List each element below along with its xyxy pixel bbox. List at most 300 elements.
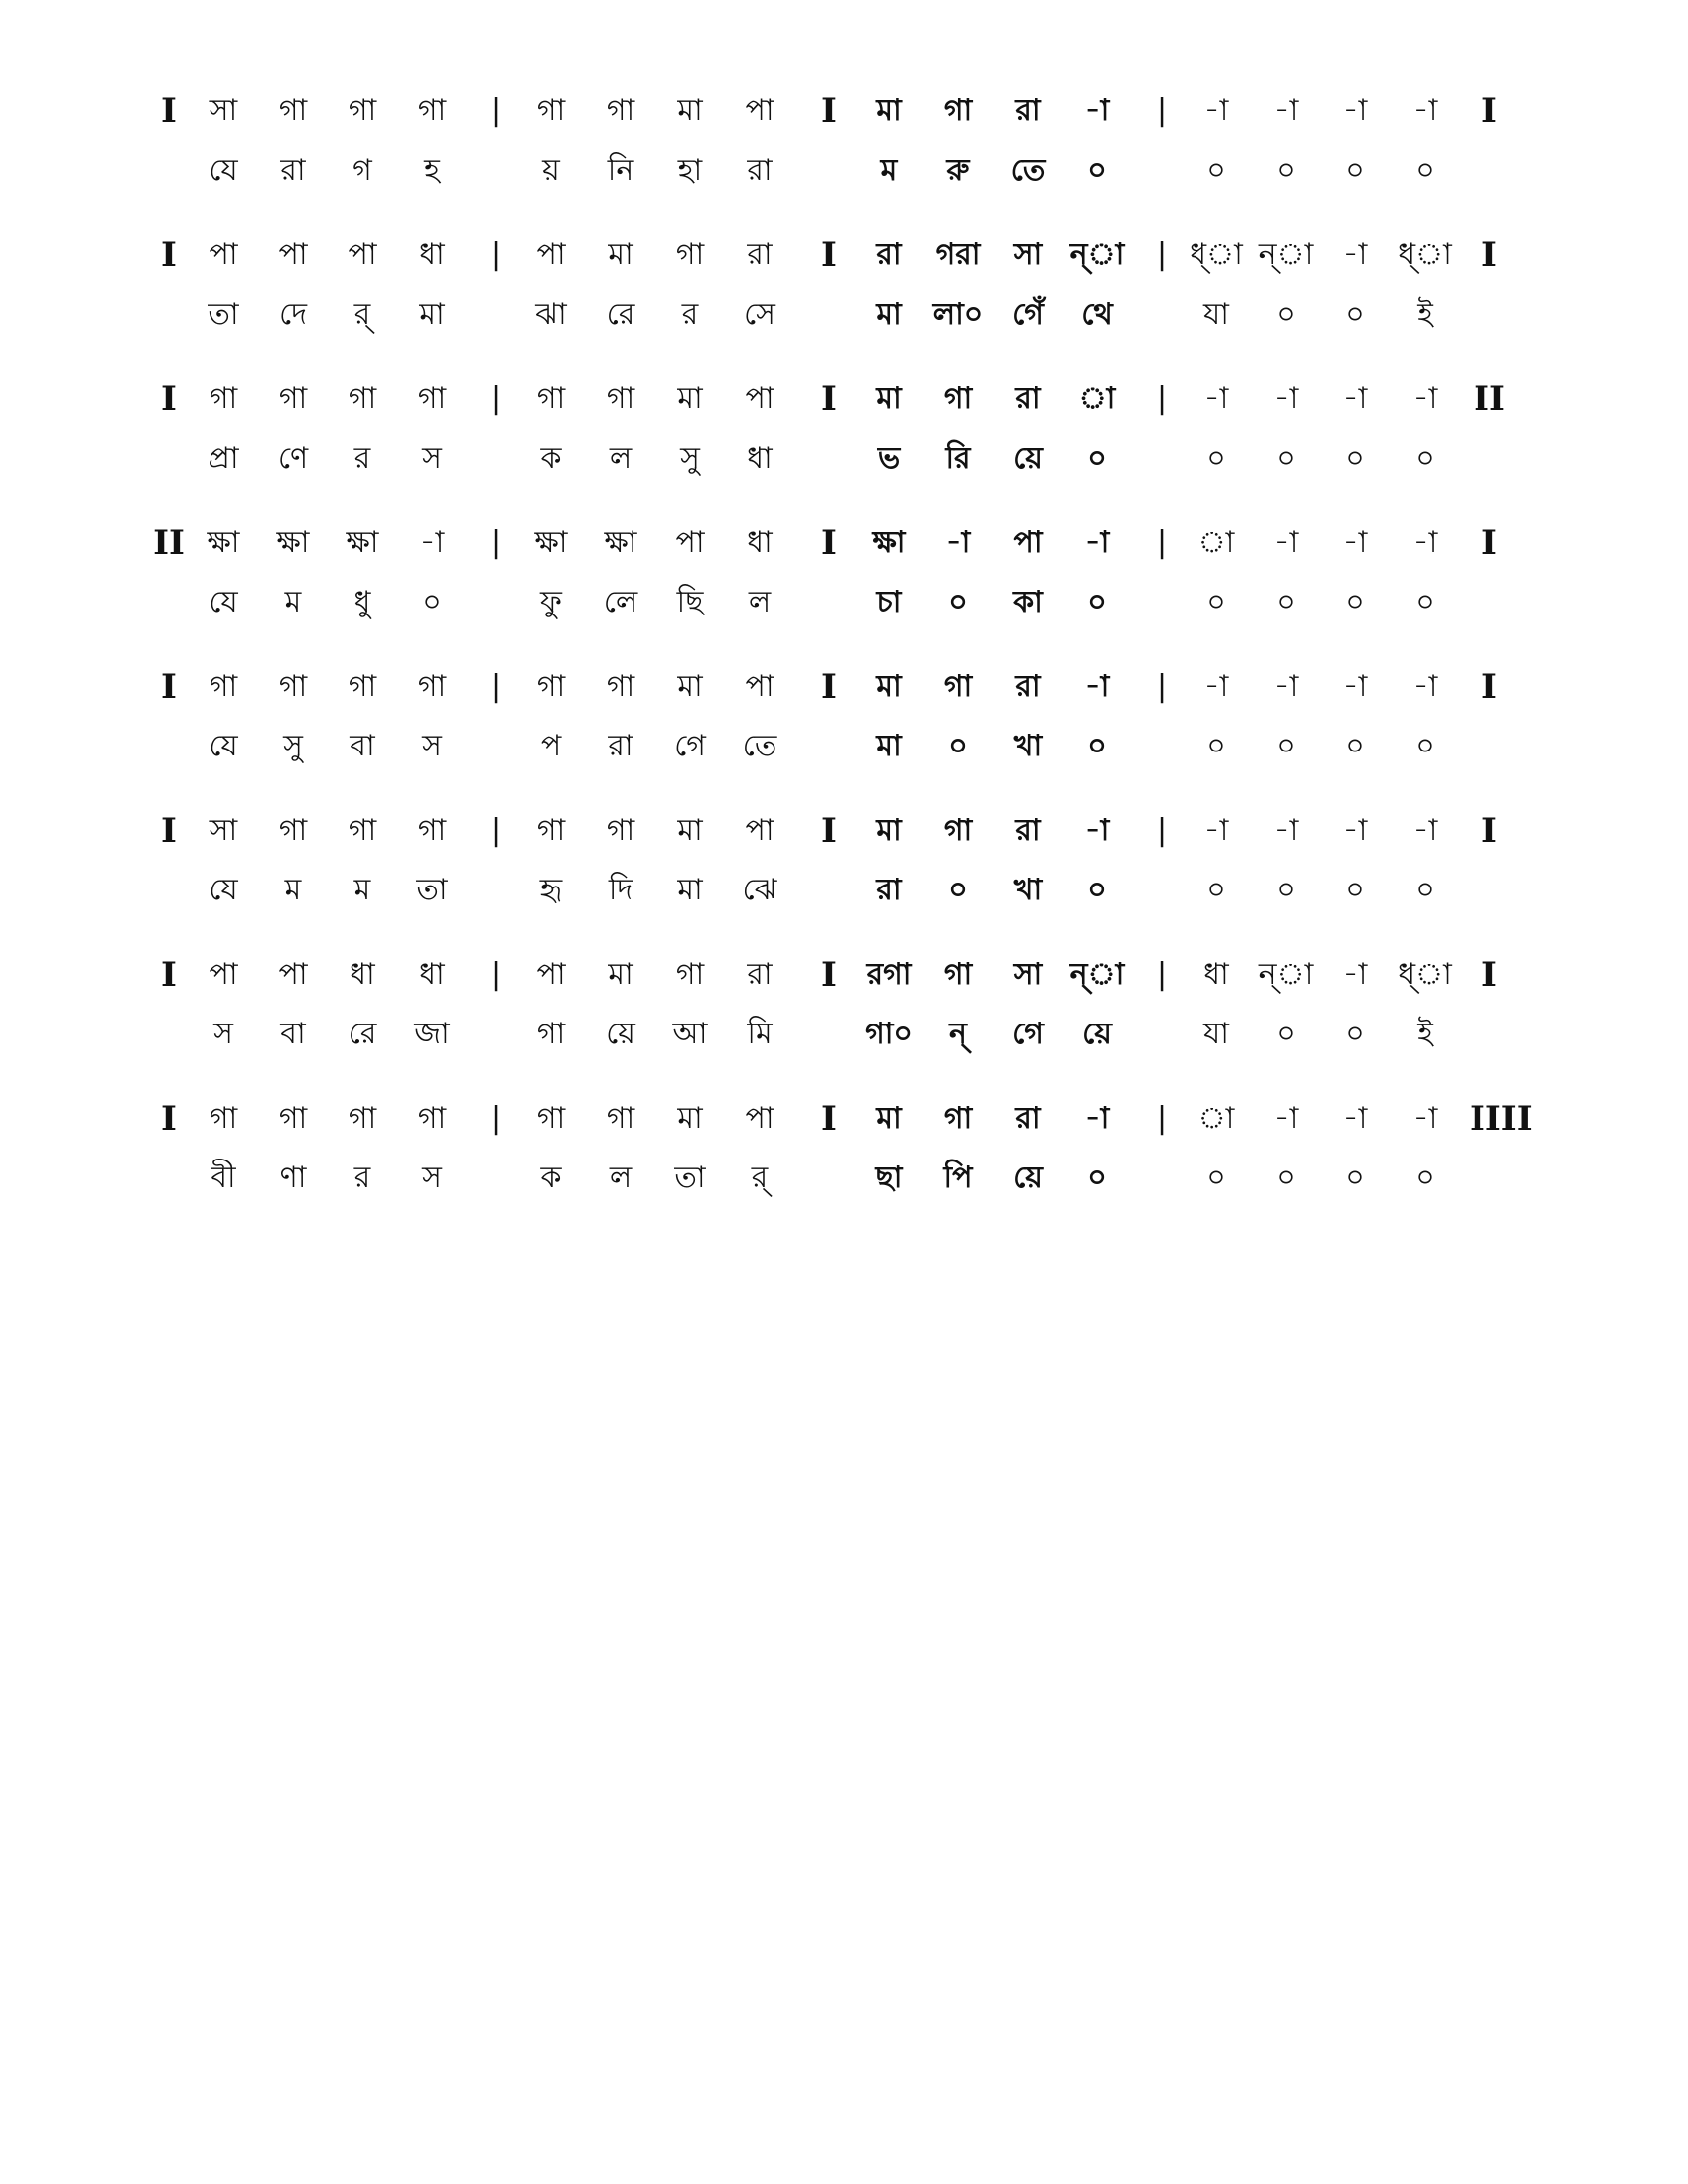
lyric-syllable: যে: [209, 873, 238, 907]
lyric-syllable: য়ে: [1013, 441, 1043, 476]
lyric-syllable: ফু: [540, 585, 562, 619]
bar-line: |: [1156, 669, 1168, 704]
note-cell: -া: [1273, 525, 1299, 560]
bar-line: I: [1481, 91, 1497, 131]
lyric-syllable: ন্: [949, 1017, 967, 1051]
lyric-syllable: যে: [209, 585, 238, 619]
note-cell: গা: [675, 237, 705, 272]
lyric-syllable: বা: [350, 729, 375, 763]
note-cell: -া: [1273, 669, 1299, 704]
note-cell: গা: [536, 813, 566, 848]
lyric-syllable: গেঁ: [1012, 297, 1044, 332]
bar-line: I: [821, 811, 837, 851]
bar-line: |: [491, 93, 502, 128]
note-cell: -া: [1342, 93, 1368, 128]
note-cell: -া: [1412, 1101, 1438, 1136]
lyric-syllable: ০: [1276, 585, 1296, 619]
lyric-syllable: ০: [1276, 873, 1296, 907]
lyric-syllable: ০: [1345, 153, 1365, 188]
lyric-syllable: ০: [1206, 729, 1226, 763]
note-cell: ধা: [350, 957, 375, 992]
note-cell: রগা: [866, 957, 912, 992]
lyric-syllable: র্: [751, 1160, 769, 1195]
lyric-syllable: গা০: [865, 1017, 913, 1051]
lyric-syllable: ০: [1087, 729, 1107, 763]
note-cell: পা: [745, 1101, 774, 1136]
note-cell: গা: [348, 1101, 377, 1136]
lyrics-row: [149, 149, 1539, 201]
lyric-syllable: যে: [209, 729, 238, 763]
bar-line: I: [821, 955, 837, 995]
note-cell: পা: [278, 957, 308, 992]
lyric-syllable: তা: [208, 297, 239, 332]
lyric-syllable: ০: [1415, 873, 1435, 907]
note-cell: ধা: [419, 957, 445, 992]
lyric-syllable: ছা: [875, 1160, 903, 1195]
note-cell: গা: [943, 813, 973, 848]
bar-line: IIII: [1470, 1099, 1533, 1139]
lyric-syllable: দে: [279, 297, 307, 332]
lyric-syllable: ০: [1087, 153, 1107, 188]
bar-line: I: [161, 955, 177, 995]
note-cell: রা: [747, 237, 773, 272]
notation-line: [149, 233, 1539, 372]
note-cell: গা: [348, 813, 377, 848]
note-cell: পা: [209, 237, 238, 272]
lyric-syllable: নি: [607, 153, 634, 188]
lyric-syllable: ক: [540, 441, 562, 476]
note-cell: গা: [417, 1101, 447, 1136]
swaralipi-notes-row: [149, 377, 1539, 429]
lyric-syllable: ল: [609, 1160, 633, 1195]
note-cell: ধা: [747, 525, 773, 560]
lyric-syllable: ০: [1415, 441, 1435, 476]
lyric-syllable: ০: [1276, 1017, 1296, 1051]
lyric-syllable: ম: [284, 873, 302, 907]
note-cell: -া: [1342, 957, 1368, 992]
note-cell: ধ্া: [1190, 237, 1243, 272]
note-cell: -া: [1203, 813, 1229, 848]
note-cell: ধ্া: [1398, 237, 1452, 272]
lyric-syllable: মা: [876, 297, 902, 332]
note-cell: -া: [1342, 381, 1368, 416]
note-cell: পা: [536, 237, 566, 272]
lyric-syllable: থে: [1081, 297, 1113, 332]
bar-line: I: [1481, 955, 1497, 995]
note-cell: ক্ষা: [604, 525, 637, 560]
note-cell: মা: [876, 669, 902, 704]
note-cell: গা: [675, 957, 705, 992]
note-cell: ধা: [419, 237, 445, 272]
note-cell: গা: [278, 813, 308, 848]
bar-line: I: [161, 1099, 177, 1139]
note-cell: গা: [536, 93, 566, 128]
lyric-syllable: র: [353, 441, 371, 476]
bar-line: |: [491, 957, 502, 992]
lyric-syllable: ণে: [277, 441, 309, 476]
note-cell: মা: [677, 813, 703, 848]
note-cell: -া: [1342, 237, 1368, 272]
lyric-syllable: ০: [1087, 585, 1107, 619]
note-cell: পা: [745, 381, 774, 416]
note-cell: -া: [1342, 525, 1368, 560]
lyric-syllable: চা: [876, 585, 902, 619]
lyric-syllable: ভ: [877, 441, 901, 476]
lyric-syllable: ল: [609, 441, 633, 476]
note-cell: গা: [536, 381, 566, 416]
lyric-syllable: জা: [414, 1017, 450, 1051]
bar-line: I: [161, 667, 177, 707]
note-cell: -া: [1203, 669, 1229, 704]
note-cell: রা: [1015, 813, 1041, 848]
note-cell: পা: [278, 237, 308, 272]
lyric-syllable: কা: [1013, 585, 1043, 619]
lyric-syllable: ০: [1087, 1160, 1107, 1195]
lyric-syllable: ছি: [676, 585, 704, 619]
bar-line: I: [1481, 811, 1497, 851]
lyric-syllable: ০: [1206, 873, 1226, 907]
note-cell: মা: [876, 813, 902, 848]
bar-line: I: [1481, 523, 1497, 563]
note-cell: -া: [1084, 1101, 1110, 1136]
lyric-syllable: ০: [1345, 1160, 1365, 1195]
bar-line: |: [491, 381, 502, 416]
lyric-syllable: তে: [742, 729, 777, 763]
lyric-syllable: লা০: [932, 297, 984, 332]
lyric-syllable: হ: [424, 153, 440, 188]
lyrics-row: [149, 869, 1539, 920]
lyric-syllable: ০: [1206, 153, 1226, 188]
lyric-syllable: রি: [945, 441, 971, 476]
lyric-syllable: মা: [419, 297, 445, 332]
lyric-syllable: ০: [1087, 873, 1107, 907]
lyric-syllable: র্: [353, 297, 371, 332]
note-cell: পা: [348, 237, 377, 272]
lyric-syllable: ০: [1415, 1160, 1435, 1195]
lyric-syllable: ০: [948, 873, 968, 907]
note-cell: গা: [606, 93, 635, 128]
lyric-syllable: হৃ: [539, 873, 563, 907]
note-cell: ক্ষা: [534, 525, 568, 560]
note-cell: গা: [209, 381, 238, 416]
lyric-syllable: তা: [416, 873, 448, 907]
note-cell: -া: [1273, 1101, 1299, 1136]
note-cell: পা: [536, 957, 566, 992]
swaralipi-notes-row: [149, 233, 1539, 285]
note-cell: -া: [1412, 381, 1438, 416]
lyrics-row: [149, 581, 1539, 632]
lyric-syllable: য়ে: [1013, 1160, 1043, 1195]
lyric-syllable: র: [681, 297, 699, 332]
lyric-syllable: পি: [943, 1160, 973, 1195]
lyric-syllable: যে: [209, 153, 238, 188]
lyric-syllable: য়ে: [606, 1017, 635, 1051]
note-cell: মা: [677, 381, 703, 416]
bar-line: |: [1156, 93, 1168, 128]
note-cell: া: [1197, 525, 1235, 560]
note-cell: ক্ষা: [276, 525, 310, 560]
note-cell: মা: [876, 93, 902, 128]
note-cell: গা: [348, 381, 377, 416]
lyric-syllable: গা: [536, 1017, 566, 1051]
note-cell: পা: [745, 669, 774, 704]
note-cell: গা: [606, 381, 635, 416]
lyric-syllable: স: [422, 729, 442, 763]
note-cell: ক্ষা: [346, 525, 379, 560]
note-cell: মা: [876, 381, 902, 416]
lyric-syllable: ঝে: [742, 873, 777, 907]
bar-line: I: [821, 91, 837, 131]
bar-line: |: [1156, 813, 1168, 848]
lyric-syllable: স: [213, 1017, 233, 1051]
lyric-syllable: সু: [283, 729, 303, 763]
lyric-syllable: ঝা: [535, 297, 567, 332]
lyric-syllable: যা: [1203, 1017, 1229, 1051]
lyric-syllable: খা: [1013, 873, 1043, 907]
note-cell: গা: [606, 669, 635, 704]
lyric-syllable: খা: [1013, 729, 1043, 763]
swaralipi-notes-row: [149, 809, 1539, 861]
lyric-syllable: ০: [1276, 297, 1296, 332]
notation-line: [149, 809, 1539, 948]
note-cell: গা: [536, 669, 566, 704]
lyric-syllable: তা: [674, 1160, 706, 1195]
lyric-syllable: ধা: [747, 441, 773, 476]
note-cell: গা: [943, 381, 973, 416]
lyric-syllable: ই: [1417, 297, 1433, 332]
bar-line: |: [491, 1101, 502, 1136]
lyric-syllable: ম: [880, 153, 898, 188]
lyric-syllable: য়ে: [1082, 1017, 1112, 1051]
note-cell: -া: [1412, 525, 1438, 560]
lyric-syllable: রা: [747, 153, 773, 188]
bar-line: I: [161, 235, 177, 275]
lyric-syllable: গে: [1012, 1017, 1044, 1051]
lyrics-row: [149, 437, 1539, 488]
note-cell: গা: [417, 93, 447, 128]
note-cell: রা: [747, 957, 773, 992]
lyric-syllable: ম: [353, 873, 371, 907]
note-cell: পা: [745, 813, 774, 848]
swaralipi-notes-row: [149, 521, 1539, 573]
lyric-syllable: মা: [876, 729, 902, 763]
note-cell: গা: [536, 1101, 566, 1136]
lyric-syllable: ধু: [353, 585, 371, 619]
swaralipi-notes-row: [149, 953, 1539, 1005]
note-cell: রা: [1015, 381, 1041, 416]
lyric-syllable: প: [540, 729, 562, 763]
note-cell: সা: [209, 93, 238, 128]
lyric-syllable: ০: [1345, 729, 1365, 763]
bar-line: I: [821, 235, 837, 275]
lyric-syllable: ম: [284, 585, 302, 619]
lyric-syllable: ০: [1345, 297, 1365, 332]
lyric-syllable: মি: [747, 1017, 773, 1051]
lyric-syllable: রে: [606, 297, 635, 332]
lyric-syllable: য়: [542, 153, 560, 188]
lyric-syllable: ০: [1345, 585, 1365, 619]
lyric-syllable: রা: [280, 153, 306, 188]
notation-line: [149, 377, 1539, 516]
note-cell: গা: [209, 1101, 238, 1136]
note-cell: গা: [606, 1101, 635, 1136]
note-cell: -া: [945, 525, 971, 560]
bar-line: I: [1481, 235, 1497, 275]
lyric-syllable: বী: [211, 1160, 236, 1195]
lyric-syllable: ০: [1345, 441, 1365, 476]
bar-line: II: [1474, 379, 1505, 419]
note-cell: গা: [943, 1101, 973, 1136]
lyrics-row: [149, 725, 1539, 776]
note-cell: -া: [1084, 525, 1110, 560]
lyric-syllable: রা: [876, 873, 902, 907]
note-cell: মা: [876, 1101, 902, 1136]
note-cell: পা: [675, 525, 705, 560]
note-cell: রা: [1015, 669, 1041, 704]
lyric-syllable: ০: [1206, 585, 1226, 619]
bar-line: I: [161, 811, 177, 851]
lyric-syllable: মা: [677, 873, 703, 907]
lyric-syllable: ০: [1276, 1160, 1296, 1195]
note-cell: ক্ষা: [872, 525, 906, 560]
note-cell: গা: [278, 669, 308, 704]
lyric-syllable: লে: [603, 585, 638, 619]
bar-line: |: [1156, 237, 1168, 272]
bar-line: |: [1156, 957, 1168, 992]
lyric-syllable: আ: [672, 1017, 708, 1051]
bar-line: I: [821, 379, 837, 419]
note-cell: মা: [677, 669, 703, 704]
lyric-syllable: ০: [1345, 873, 1365, 907]
bar-line: |: [491, 813, 502, 848]
note-cell: -া: [1203, 93, 1229, 128]
lyric-syllable: ০: [1276, 441, 1296, 476]
note-cell: -া: [1084, 93, 1110, 128]
bar-line: I: [161, 91, 177, 131]
lyric-syllable: ০: [422, 585, 442, 619]
note-cell: -া: [1342, 1101, 1368, 1136]
note-cell: -া: [1203, 381, 1229, 416]
lyric-syllable: সে: [744, 297, 775, 332]
note-cell: -া: [1412, 669, 1438, 704]
note-cell: গা: [209, 669, 238, 704]
bar-line: I: [821, 1099, 837, 1139]
lyrics-row: [149, 1157, 1539, 1208]
note-cell: গা: [348, 669, 377, 704]
note-cell: সা: [1013, 957, 1043, 992]
bar-line: I: [161, 379, 177, 419]
lyric-syllable: ণা: [279, 1160, 307, 1195]
note-cell: া: [1078, 381, 1116, 416]
note-cell: ধ্া: [1398, 957, 1452, 992]
bar-line: I: [821, 667, 837, 707]
lyric-syllable: প্রা: [208, 441, 239, 476]
lyric-syllable: ০: [948, 729, 968, 763]
note-cell: গা: [417, 381, 447, 416]
note-cell: ন্া: [1069, 237, 1125, 272]
note-cell: ন্া: [1069, 957, 1125, 992]
note-cell: ধা: [1203, 957, 1229, 992]
note-cell: ন্া: [1258, 237, 1314, 272]
lyric-syllable: ০: [1276, 153, 1296, 188]
lyric-syllable: ০: [1087, 441, 1107, 476]
lyric-syllable: ০: [1345, 1017, 1365, 1051]
lyric-syllable: ০: [1206, 441, 1226, 476]
note-cell: গা: [417, 813, 447, 848]
lyric-syllable: ০: [1206, 1160, 1226, 1195]
note-cell: গা: [417, 669, 447, 704]
bar-line: |: [491, 237, 502, 272]
note-cell: পা: [209, 957, 238, 992]
lyric-syllable: গে: [674, 729, 706, 763]
note-cell: ক্ষা: [207, 525, 240, 560]
note-cell: -া: [1273, 813, 1299, 848]
note-cell: -া: [1084, 813, 1110, 848]
bar-line: |: [491, 525, 502, 560]
bar-line: |: [491, 669, 502, 704]
lyric-syllable: গ: [352, 153, 372, 188]
note-cell: গরা: [935, 237, 981, 272]
bar-line: |: [1156, 525, 1168, 560]
note-cell: -া: [1412, 93, 1438, 128]
note-cell: সা: [209, 813, 238, 848]
note-cell: গা: [943, 93, 973, 128]
lyric-syllable: রে: [348, 1017, 377, 1051]
note-cell: সা: [1013, 237, 1043, 272]
note-cell: মা: [608, 237, 633, 272]
lyrics-row: [149, 293, 1539, 344]
note-cell: -া: [419, 525, 445, 560]
bar-line: I: [1481, 667, 1497, 707]
note-cell: -া: [1342, 813, 1368, 848]
notation-line: [149, 953, 1539, 1092]
note-cell: পা: [1013, 525, 1043, 560]
lyric-syllable: র: [353, 1160, 371, 1195]
lyric-syllable: যা: [1203, 297, 1229, 332]
note-cell: মা: [677, 1101, 703, 1136]
note-cell: -া: [1273, 381, 1299, 416]
notation-line: [149, 665, 1539, 804]
lyric-syllable: সু: [680, 441, 700, 476]
note-cell: -া: [1273, 93, 1299, 128]
lyric-syllable: রা: [608, 729, 633, 763]
bar-line: |: [1156, 1101, 1168, 1136]
note-cell: -া: [1084, 669, 1110, 704]
bar-line: II: [153, 523, 185, 563]
lyric-syllable: ০: [948, 585, 968, 619]
note-cell: গা: [348, 93, 377, 128]
note-cell: রা: [876, 237, 902, 272]
lyric-syllable: ০: [1276, 729, 1296, 763]
lyric-syllable: স: [422, 1160, 442, 1195]
swaralipi-notes-row: [149, 665, 1539, 717]
lyric-syllable: তে: [1010, 153, 1046, 188]
swaralipi-notes-row: [149, 89, 1539, 141]
note-cell: গা: [943, 957, 973, 992]
lyric-syllable: ০: [1415, 153, 1435, 188]
swaralipi-notes-row: [149, 1097, 1539, 1149]
note-cell: ন্া: [1258, 957, 1314, 992]
note-cell: -া: [1412, 813, 1438, 848]
notation-line: [149, 1097, 1539, 1236]
lyric-syllable: ল: [748, 585, 772, 619]
lyric-syllable: স: [422, 441, 442, 476]
bar-line: I: [821, 523, 837, 563]
lyric-syllable: হা: [677, 153, 703, 188]
note-cell: রা: [1015, 1101, 1041, 1136]
note-cell: পা: [745, 93, 774, 128]
notation-line: [149, 89, 1539, 228]
